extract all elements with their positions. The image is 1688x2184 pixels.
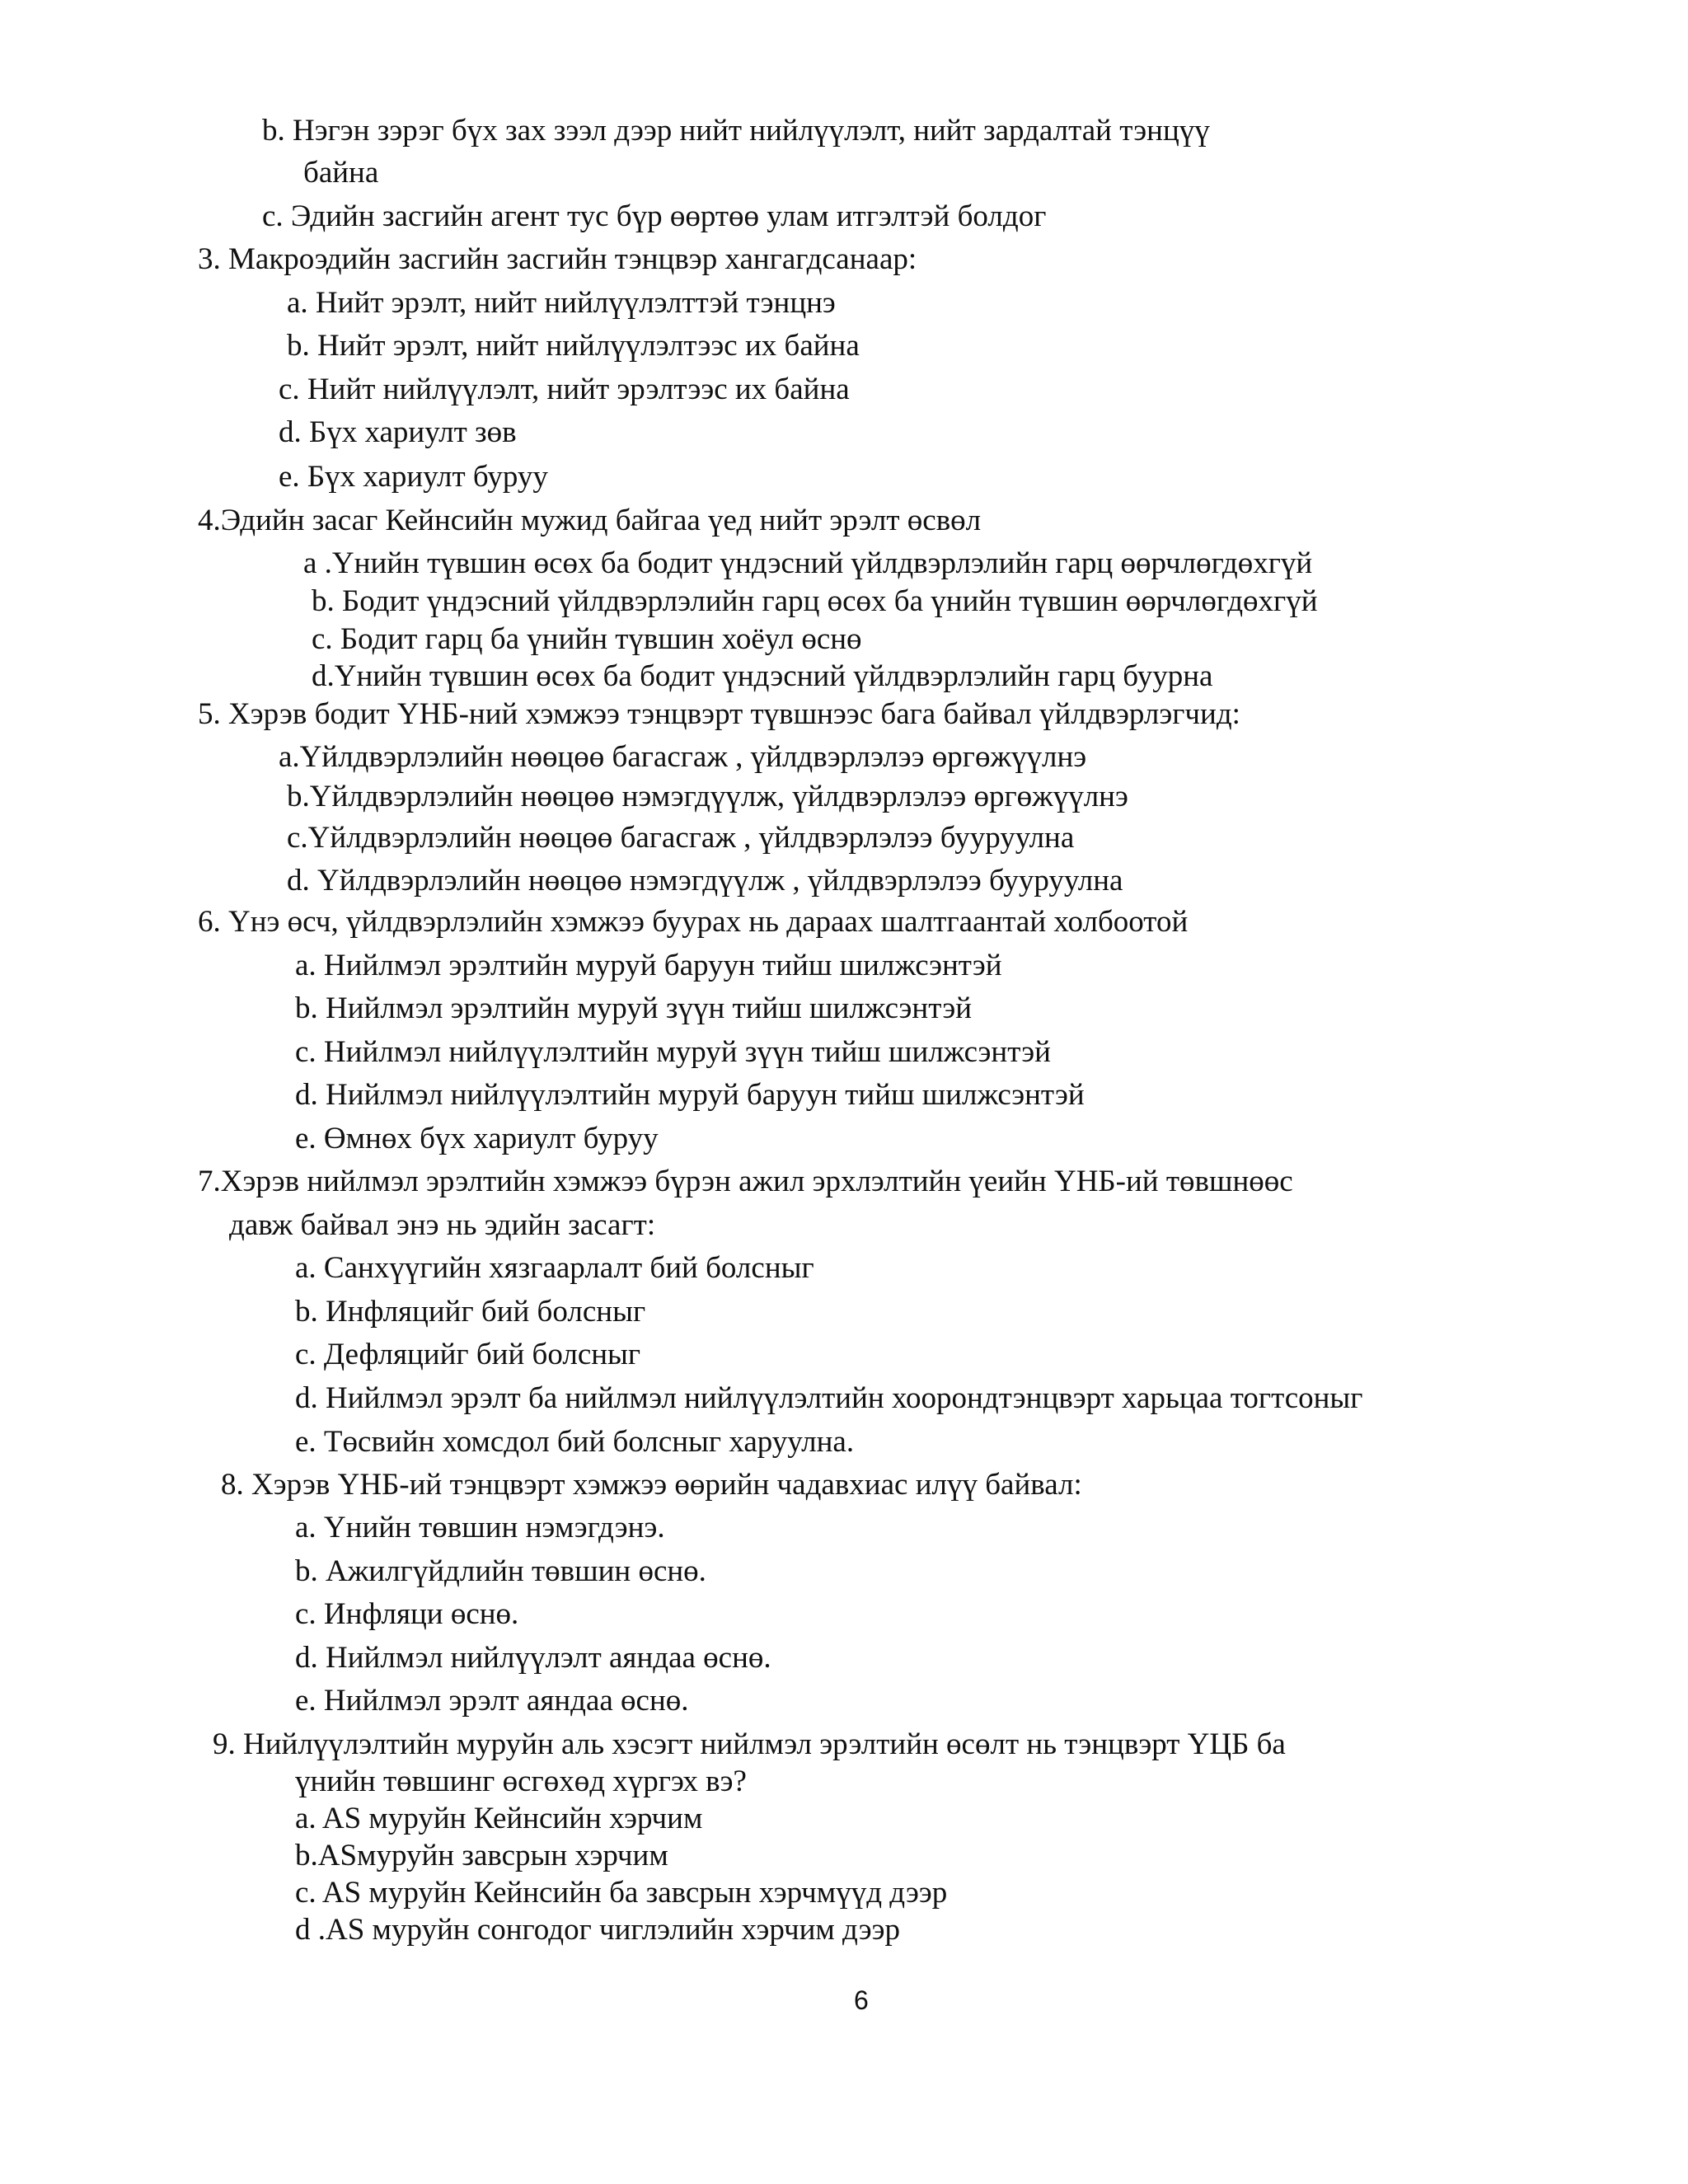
q9-option-d: d .AS муруйн сонгодог чиглэлийн хэрчим дээр — [295, 1913, 901, 1947]
q8-option-e: e. Нийлмэл эрэлт аяндаа өснө. — [295, 1684, 689, 1718]
question-6: 6. Үнэ өсч, үйлдвэрлэлийн хэмжээ буурах нь дараах шалтгаантай холбоотой — [198, 905, 1189, 939]
q6-option-a: a. Нийлмэл эрэлтийн муруй баруун тийш шилжсэнтэй — [295, 949, 1002, 982]
q2-option-b-line2: байна — [303, 156, 379, 190]
question-4: 4.Эдийн засаг Кейнсийн мужид байгаа үед нийт эрэлт өсвөл — [198, 504, 982, 537]
page-number: 6 — [854, 1985, 869, 2015]
q4-option-b: b. Бодит үндэсний үйлдвэрлэлийн гарц өсөх ба үнийн түвшин өөрчлөгдөхгүй — [312, 584, 1318, 618]
q5-option-a: a.Үйлдвэрлэлийн нөөцөө багасгаж , үйлдвэрлэлээ өргөжүүлнэ — [279, 740, 1087, 774]
q4-option-c: c. Бодит гарц ба үнийн түвшин хоёул өснө — [312, 622, 862, 656]
q3-option-e: e. Бүх хариулт буруу — [279, 460, 548, 494]
q8-option-c: c. Инфляци өснө. — [295, 1597, 519, 1631]
question-7-line2: давж байвал энэ нь эдийн засагт: — [229, 1208, 656, 1242]
question-9-line1: 9. Нийлүүлэлтийн муруйн аль хэсэгт нийлмэл эрэлтийн өсөлт нь тэнцвэрт ҮЦБ ба — [213, 1727, 1286, 1761]
question-5: 5. Хэрэв бодит ҮНБ-ний хэмжээ тэнцвэрт түвшнээс бага байвал үйлдвэрлэгчид: — [198, 697, 1240, 731]
q9-option-a: a. AS муруйн Кейнсийн хэрчим — [295, 1802, 703, 1835]
question-3: 3. Макроэдийн засгийн засгийн тэнцвэр хангагдсанаар: — [198, 242, 917, 276]
q5-option-d: d. Үйлдвэрлэлийн нөөцөө нэмэгдүүлж , үйлдвэрлэлээ бууруулна — [287, 864, 1123, 898]
q7-option-d: d. Нийлмэл эрэлт ба нийлмэл нийлүүлэлтийн хоорондтэнцвэрт харьцаа тогтсоныг — [295, 1381, 1363, 1415]
q8-option-a: a. Үнийн төвшин нэмэгдэнэ. — [295, 1511, 665, 1544]
q3-option-d: d. Бүх хариулт зөв — [279, 415, 517, 449]
q3-option-a: a. Нийт эрэлт, нийт нийлүүлэлттэй тэнцнэ — [287, 286, 836, 320]
q5-option-c: c.Үйлдвэрлэлийн нөөцөө багасгаж , үйлдвэрлэлээ бууруулна — [287, 821, 1075, 855]
q2-option-b-line1: b. Нэгэн зэрэг бүх зах зээл дээр нийт нийлүүлэлт, нийт зардалтай тэнцүү — [262, 114, 1210, 148]
q7-option-a: a. Санхүүгийн хязгаарлалт бий болсныг — [295, 1251, 814, 1285]
question-8: 8. Хэрэв ҮНБ-ий тэнцвэрт хэмжээ өөрийн чадавхиас илүү байвал: — [221, 1468, 1082, 1502]
q7-option-e: e. Төсвийн хомсдол бий болсныг харуулна. — [295, 1425, 855, 1459]
q8-option-d: d. Нийлмэл нийлүүлэлт аяндаа өснө. — [295, 1641, 771, 1675]
q4-option-a: a .Үнийн түвшин өсөх ба бодит үндэсний үйлдвэрлэлийн гарц өөрчлөгдөхгүй — [303, 546, 1313, 580]
q6-option-b: b. Нийлмэл эрэлтийн муруй зүүн тийш шилжсэнтэй — [295, 991, 973, 1025]
q7-option-b: b. Инфляцийг бий болсныг — [295, 1295, 646, 1329]
q7-option-c: c. Дефляцийг бий болсныг — [295, 1338, 641, 1371]
question-9-line2: үнийн төвшинг өсгөхөд хүргэх вэ? — [295, 1765, 747, 1798]
q8-option-b: b. Ажилгүйдлийн төвшин өснө. — [295, 1554, 706, 1588]
q5-option-b: b.Үйлдвэрлэлийн нөөцөө нэмэгдүүлж, үйлдвэрлэлээ өргөжүүлнэ — [287, 780, 1128, 813]
q6-option-c: c. Нийлмэл нийлүүлэлтийн муруй зүүн тийш шилжсэнтэй — [295, 1035, 1051, 1069]
q4-option-d: d.Үнийн түвшин өсөх ба бодит үндэсний үйлдвэрлэлийн гарц буурна — [312, 659, 1213, 693]
q6-option-e: e. Өмнөх бүх хариулт буруу — [295, 1122, 659, 1155]
q3-option-c: c. Нийт нийлүүлэлт, нийт эрэлтээс их байна — [279, 373, 850, 406]
q6-option-d: d. Нийлмэл нийлүүлэлтийн муруй баруун тийш шилжсэнтэй — [295, 1078, 1085, 1112]
q9-option-c: c. AS муруйн Кейнсийн ба завсрын хэрчмүүд дээр — [295, 1876, 948, 1910]
question-7-line1: 7.Хэрэв нийлмэл эрэлтийн хэмжээ бүрэн ажил эрхлэлтийн үеийн ҮНБ-ий төвшнөөс — [198, 1165, 1293, 1198]
q2-option-c: c. Эдийн засгийн агент тус бүр өөртөө улам итгэлтэй болдог — [262, 199, 1047, 233]
q3-option-b: b. Нийт эрэлт, нийт нийлүүлэлтээс их байна — [287, 329, 860, 363]
q9-option-b: b.ASмуруйн завсрын хэрчим — [295, 1839, 668, 1872]
